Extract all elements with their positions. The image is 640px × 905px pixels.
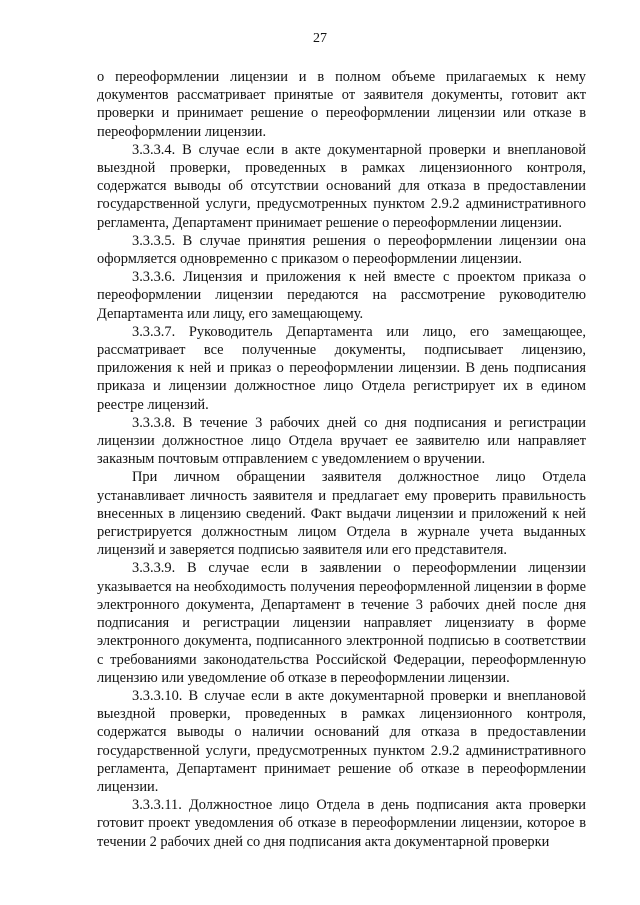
paragraph-3-3-3-10: 3.3.3.10. В случае если в акте документарной проверки и внеплановой выездной проверки, проведенных в рамках лицензионного контроля, содержатся выводы о наличии оснований для отказа в предоставлении государственной услуги, предусмотренных пунктом 2.9.2 административного регламента, Департамент принимает решение об отказе в переоформлении лицензии. <box>97 687 586 795</box>
paragraph-personal-request: При личном обращении заявителя должностное лицо Отдела устанавливает личность заявителя и предлагает ему проверить правильность внесенных в лицензию сведений. Факт выдачи лицензии и приложений к ней регистрируется должностным лицом Отдела в журнале учета выданных лицензий и заверяется подписью заявителя или его представителя. <box>97 469 586 559</box>
paragraph-3-3-3-4: 3.3.3.4. В случае если в акте документарной проверки и внеплановой выездной проверки, проведенных в рамках лицензионного контроля, содержатся выводы об отсутствии оснований для отказа в предоставлении государственной услуги, предусмотренных пунктом 2.9.2 административного регламента, Департамент принимает решение о переоформлении лицензии. <box>97 141 586 231</box>
paragraph-3-3-3-9: 3.3.3.9. В случае если в заявлении о переоформлении лицензии указывается на необходимость получения переоформленной лицензии в форме электронного документа, Департамент в течение 3 рабочих дней после дня подписания и регистрации лицензии направляет лицензиату в форме электронного документа, подписанного электронной подписью в соответствии с требованиями законодательства Российской Федерации, переоформленную лицензию или уведомление об отказе в переоформлении лицензии. <box>97 560 586 686</box>
paragraph-3-3-3-6: 3.3.3.6. Лицензия и приложения к ней вместе с проектом приказа о переоформлении лицензии передаются на рассмотрение руководителю Департамента или лицу, его замещающему. <box>97 269 586 322</box>
paragraph-3-3-3-7: 3.3.3.7. Руководитель Департамента или лицо, его замещающее, рассматривает все полученные документы, подписывает лицензию, приложения к ней и приказ о переоформлении лицензии. В день подписания приказа и лицензии должностное лицо Отдела регистрирует их в едином реестре лицензий. <box>97 323 586 413</box>
paragraph-continuation: о переоформлении лицензии и в полном объеме прилагаемых к нему документов рассматривает принятые от заявителя документы, готовит акт проверки и принимает решение о переоформлении лицензии или отказе в переоформлении лицензии. <box>97 69 586 140</box>
paragraph-3-3-3-8: 3.3.3.8. В течение 3 рабочих дней со дня подписания и регистрации лицензии должностное лицо Отдела вручает ее заявителю или направляет заказным почтовым отправлением с уведомлением о вручении. <box>97 414 586 468</box>
document-body <box>97 68 586 851</box>
paragraph-3-3-3-11: 3.3.3.11. Должностное лицо Отдела в день подписания акта проверки готовит проект уведомления об отказе в переоформлении лицензии, которое в течении 2 рабочих дней со дня подписания акта документарной проверки <box>97 797 586 850</box>
page-number: 27 <box>313 31 327 46</box>
paragraph-3-3-3-5: 3.3.3.5. В случае принятия решения о переоформлении лицензии она оформляется одновременно с приказом о переоформлении лицензии. <box>97 232 586 268</box>
